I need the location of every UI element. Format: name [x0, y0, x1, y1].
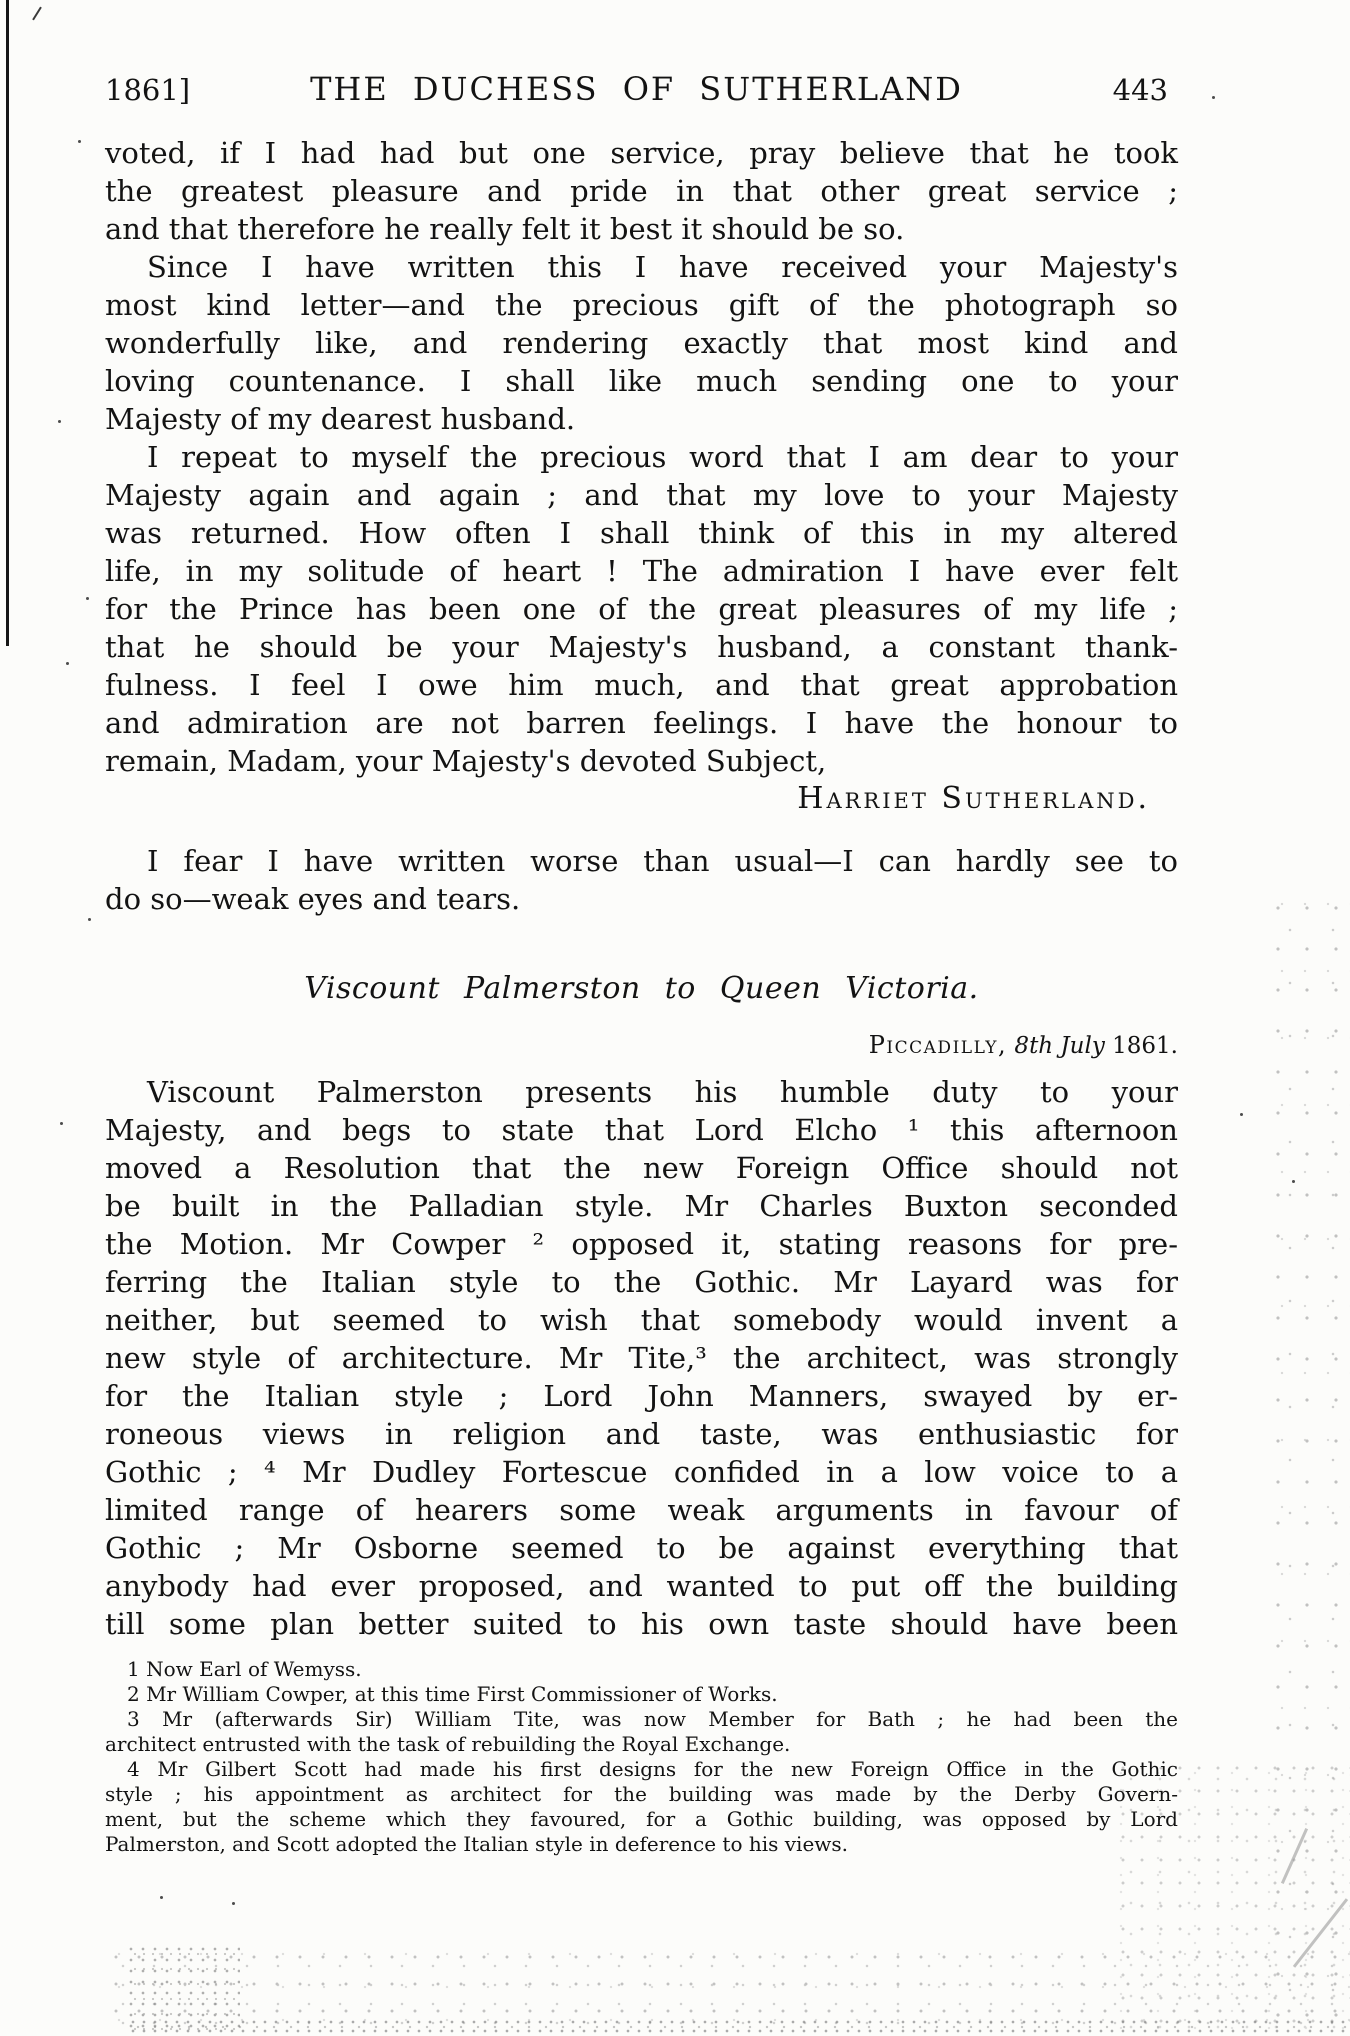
- text-line: ment, but the scheme which they favoured, for a Gothic building, was opposed by Lord: [105, 1807, 1178, 1831]
- text-line: that he should be your Majesty's husband, a constant thank-: [105, 630, 1178, 664]
- scan-speck: [1212, 96, 1215, 99]
- scan-speck: [88, 918, 91, 921]
- text-line: 2 Mr William Cowper, at this time First Commissioner of Works.: [127, 1682, 778, 1706]
- text-line: and that therefore he really felt it best it should be so.: [105, 212, 905, 246]
- dateline-year: 1861.: [1112, 1033, 1178, 1059]
- dateline-place: Piccadilly,: [868, 1031, 1008, 1059]
- text-line: and admiration are not barren feelings. I have the honour to: [105, 706, 1178, 740]
- text-line: Majesty, and begs to state that Lord Elcho ¹ this afternoon: [105, 1113, 1178, 1147]
- paragraph: [105, 1657, 1178, 1682]
- scan-noise-patch: [128, 1946, 240, 2032]
- scan-speck: [86, 597, 89, 600]
- text-line: Palmerston, and Scott adopted the Italian style in deference to his views.: [105, 1832, 849, 1856]
- scan-spine-line: [6, 0, 9, 646]
- text-line: remain, Madam, your Majesty's devoted Subject,: [105, 744, 827, 778]
- footnotes-section: [105, 1657, 1178, 1857]
- section-heading: Viscount Palmerston to Queen Victoria.: [304, 971, 979, 1006]
- paragraph: [105, 1707, 1178, 1757]
- running-head: [105, 70, 1178, 114]
- paragraph: [105, 842, 1178, 918]
- text-line: be built in the Palladian style. Mr Charles Buxton seconded: [105, 1189, 1178, 1223]
- text-line: voted, if I had had but one service, pray believe that he took: [105, 136, 1178, 170]
- text-line: 1 Now Earl of Wemyss.: [127, 1657, 362, 1681]
- header-title: THE DUCHESS OF SUTHERLAND: [310, 70, 963, 108]
- header-page-number: 443: [1112, 73, 1168, 107]
- text-line: neither, but seemed to wish that somebody would invent a: [105, 1303, 1178, 1337]
- scan-speck: [78, 140, 81, 143]
- text-line: roneous views in religion and taste, was enthusiastic for: [105, 1417, 1178, 1451]
- text-line: the Motion. Mr Cowper ² opposed it, stating reasons for pre-: [105, 1227, 1178, 1261]
- dateline-date: 8th July: [1007, 1033, 1113, 1059]
- header-year: 1861]: [105, 73, 191, 107]
- text-line: architect entrusted with the task of rebuilding the Royal Exchange.: [105, 1732, 791, 1756]
- text-line: Majesty again and again ; and that my love to your Majesty: [105, 478, 1178, 512]
- paragraph: [105, 438, 1178, 780]
- scan-speck: [58, 420, 61, 423]
- palmerston-letter-body: [105, 1073, 1178, 1643]
- text-line: ferring the Italian style to the Gothic. Mr Layard was for: [105, 1265, 1178, 1299]
- scan-speck: [60, 1122, 63, 1125]
- text-line: new style of architecture. Mr Tite,³ the architect, was strongly: [105, 1341, 1178, 1375]
- signature-line: Harriet Sutherland.: [797, 781, 1150, 816]
- scan-speck: [160, 1896, 163, 1899]
- scan-stray-mark: [32, 7, 42, 21]
- text-line: for the Italian style ; Lord John Manners, swayed by er-: [105, 1379, 1178, 1413]
- text-line: 4 Mr Gilbert Scott had made his first designs for the new Foreign Office in the Gothic: [127, 1757, 1178, 1781]
- text-line: anybody had ever proposed, and wanted to put off the building: [105, 1569, 1178, 1603]
- text-line: Gothic ; Mr Osborne seemed to be against everything that: [105, 1531, 1178, 1565]
- paragraph: [105, 1682, 1178, 1707]
- text-line: Since I have written this I have received your Majesty's: [147, 250, 1178, 284]
- text-line: limited range of hearers some weak arguments in favour of: [105, 1493, 1178, 1527]
- text-line: for the Prince has been one of the great pleasures of my life ;: [105, 592, 1178, 626]
- text-line: style ; his appointment as architect for the building was made by the Derby Govern-: [105, 1782, 1178, 1806]
- postscript: [105, 842, 1178, 918]
- scan-speck: [66, 662, 69, 665]
- paragraph: [105, 1757, 1178, 1857]
- text-line: the greatest pleasure and pride in that other great service ;: [105, 174, 1178, 208]
- sutherland-letter-body: [105, 134, 1178, 780]
- scan-noise-bottom-edge: [130, 2018, 1350, 2036]
- text-line: Majesty of my dearest husband.: [105, 402, 576, 436]
- paragraph: [105, 134, 1178, 248]
- dateline: [105, 1030, 1178, 1061]
- scan-speck: [1240, 1113, 1243, 1116]
- scan-speck: [232, 1902, 235, 1905]
- text-line: I fear I have written worse than usual—I can hardly see to: [147, 844, 1178, 878]
- text-block: [105, 70, 1178, 1857]
- text-line: moved a Resolution that the new Foreign Office should not: [105, 1151, 1178, 1185]
- text-line: till some plan better suited to his own taste should have been: [105, 1607, 1178, 1641]
- text-line: Viscount Palmerston presents his humble duty to your: [147, 1075, 1178, 1109]
- text-line: wonderfully like, and rendering exactly that most kind and: [105, 326, 1178, 360]
- text-line: fulness. I feel I owe him much, and that great approbation: [105, 668, 1178, 702]
- text-line: was returned. How often I shall think of this in my altered: [105, 516, 1178, 550]
- paragraph: [105, 1073, 1178, 1643]
- text-line: Gothic ; ⁴ Mr Dudley Fortescue confided in a low voice to a: [105, 1455, 1178, 1489]
- text-line: loving countenance. I shall like much sending one to your: [105, 364, 1178, 398]
- text-line: I repeat to myself the precious word that I am dear to your: [147, 440, 1178, 474]
- text-line: most kind letter—and the precious gift of the photograph so: [105, 288, 1178, 322]
- text-line: 3 Mr (afterwards Sir) William Tite, was now Member for Bath ; he had been the: [127, 1707, 1178, 1731]
- text-line: do so—weak eyes and tears.: [105, 882, 521, 916]
- paragraph: [105, 248, 1178, 438]
- text-line: life, in my solitude of heart ! The admiration I have ever felt: [105, 554, 1178, 588]
